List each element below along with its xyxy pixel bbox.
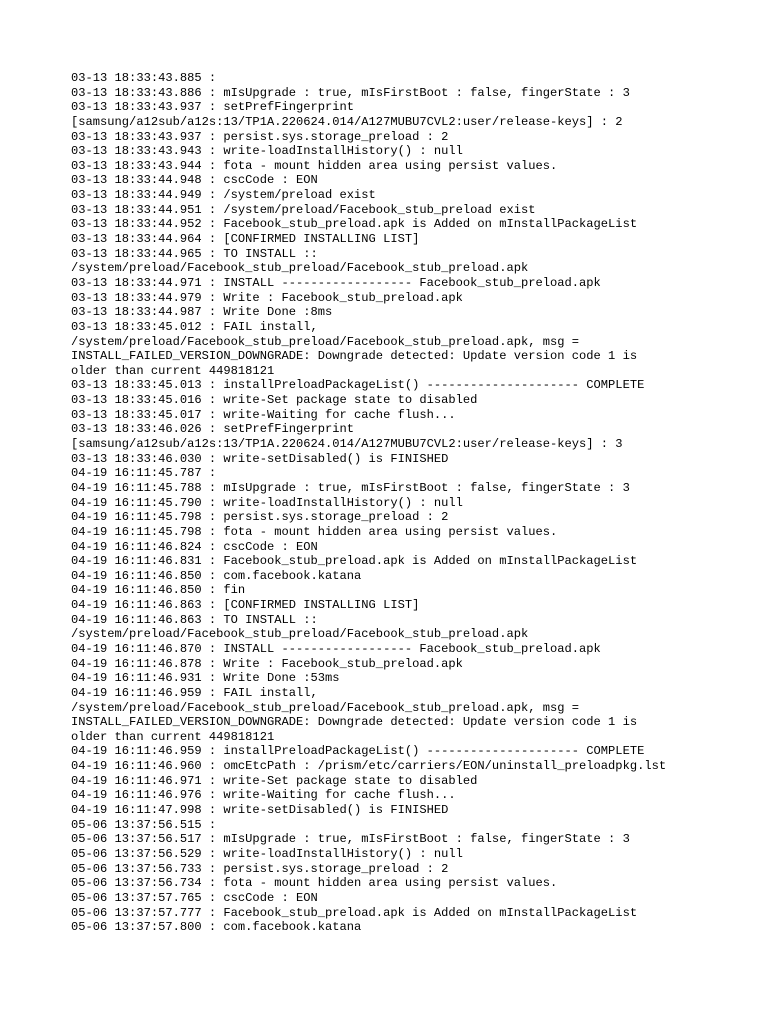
log-line: 03-13 18:33:45.017 : write-Waiting for cache flush...: [71, 407, 456, 422]
log-line: 03-13 18:33:45.012 : FAIL install,: [71, 319, 318, 334]
log-line: 05-06 13:37:57.765 : cscCode : EON: [71, 890, 318, 905]
log-line: 04-19 16:11:46.863 : [CONFIRMED INSTALLING LIST]: [71, 598, 420, 613]
log-line: 05-06 13:37:57.777 : Facebook_stub_preload.apk is Added on mInstallPackageList: [71, 905, 638, 920]
log-line: 03-13 18:33:43.886 : mIsUpgrade : true, mIsFirstBoot : false, fingerState : 3: [71, 85, 630, 100]
log-line: 03-13 18:33:43.944 : fota - mount hidden area using persist values.: [71, 158, 558, 173]
log-line: 03-13 18:33:44.979 : Write : Facebook_stub_preload.apk: [71, 290, 463, 305]
log-line: 03-13 18:33:44.949 : /system/preload exist: [71, 188, 376, 203]
log-line: 05-06 13:37:56.515 :: [71, 817, 217, 832]
log-line: 04-19 16:11:45.790 : write-loadInstallHistory() : null: [71, 495, 463, 510]
log-line: 03-13 18:33:43.937 : setPrefFingerprint: [71, 100, 355, 115]
log-line: 03-13 18:33:46.026 : setPrefFingerprint: [71, 422, 355, 437]
log-line: 04-19 16:11:46.824 : cscCode : EON: [71, 539, 318, 554]
log-line: 03-13 18:33:44.965 : TO INSTALL ::: [71, 246, 318, 261]
log-line: INSTALL_FAILED_VERSION_DOWNGRADE: Downgrade detected: Update version code 1 is: [71, 715, 638, 730]
log-line: 04-19 16:11:47.998 : write-setDisabled() is FINISHED: [71, 803, 449, 818]
log-line: 04-19 16:11:46.976 : write-Waiting for cache flush...: [71, 788, 456, 803]
log-line: 04-19 16:11:46.831 : Facebook_stub_preload.apk is Added on mInstallPackageList: [71, 554, 638, 569]
log-line: INSTALL_FAILED_VERSION_DOWNGRADE: Downgrade detected: Update version code 1 is: [71, 349, 638, 364]
log-line: older than current 449818121: [71, 363, 275, 378]
log-line: [samsung/a12sub/a12s:13/TP1A.220624.014/A127MUBU7CVL2:user/release-keys] : 3: [71, 437, 623, 452]
log-line: 04-19 16:11:46.960 : omcEtcPath : /prism/etc/carriers/EON/uninstall_preloadpkg.lst: [71, 759, 667, 774]
log-line: 05-06 13:37:56.529 : write-loadInstallHistory() : null: [71, 846, 463, 861]
log-line: 04-19 16:11:46.959 : FAIL install,: [71, 685, 318, 700]
log-line: 03-13 18:33:45.013 : installPreloadPackageList() --------------------- COMPLETE: [71, 378, 645, 393]
log-document: [71, 71, 761, 935]
log-line: /system/preload/Facebook_stub_preload/Facebook_stub_preload.apk, msg =: [71, 334, 580, 349]
log-line: [samsung/a12sub/a12s:13/TP1A.220624.014/A127MUBU7CVL2:user/release-keys] : 2: [71, 114, 623, 129]
log-line: 03-13 18:33:44.971 : INSTALL ------------------ Facebook_stub_preload.apk: [71, 275, 601, 290]
log-line: 04-19 16:11:46.850 : fin: [71, 583, 246, 598]
log-line: 03-13 18:33:44.964 : [CONFIRMED INSTALLING LIST]: [71, 232, 420, 247]
log-line: 03-13 18:33:44.987 : Write Done :8ms: [71, 305, 333, 320]
log-line: 05-06 13:37:57.800 : com.facebook.katana: [71, 920, 362, 935]
log-line: /system/preload/Facebook_stub_preload/Facebook_stub_preload.apk: [71, 261, 529, 276]
log-line: 04-19 16:11:46.971 : write-Set package state to disabled: [71, 773, 478, 788]
log-line: 04-19 16:11:46.959 : installPreloadPackageList() --------------------- COMPLETE: [71, 744, 645, 759]
log-line: 03-13 18:33:43.885 :: [71, 71, 217, 85]
log-line: 05-06 13:37:56.733 : persist.sys.storage_preload : 2: [71, 861, 449, 876]
log-line: 04-19 16:11:46.870 : INSTALL ------------------ Facebook_stub_preload.apk: [71, 641, 601, 656]
log-line: 03-13 18:33:46.030 : write-setDisabled() is FINISHED: [71, 451, 449, 466]
log-line: 04-19 16:11:45.787 :: [71, 466, 217, 481]
log-line: /system/preload/Facebook_stub_preload/Facebook_stub_preload.apk, msg =: [71, 700, 580, 715]
log-line: 04-19 16:11:45.788 : mIsUpgrade : true, mIsFirstBoot : false, fingerState : 3: [71, 480, 630, 495]
log-line: 04-19 16:11:45.798 : fota - mount hidden area using persist values.: [71, 524, 558, 539]
log-line: older than current 449818121: [71, 729, 275, 744]
log-line: 03-13 18:33:44.951 : /system/preload/Facebook_stub_preload exist: [71, 202, 536, 217]
log-line: 05-06 13:37:56.517 : mIsUpgrade : true, mIsFirstBoot : false, fingerState : 3: [71, 832, 630, 847]
log-line: 04-19 16:11:46.878 : Write : Facebook_stub_preload.apk: [71, 656, 463, 671]
log-line: /system/preload/Facebook_stub_preload/Facebook_stub_preload.apk: [71, 627, 529, 642]
log-line: 05-06 13:37:56.734 : fota - mount hidden area using persist values.: [71, 876, 558, 891]
log-line: 03-13 18:33:45.016 : write-Set package state to disabled: [71, 393, 478, 408]
log-line: 04-19 16:11:46.863 : TO INSTALL ::: [71, 612, 318, 627]
log-line: 03-13 18:33:43.937 : persist.sys.storage_preload : 2: [71, 129, 449, 144]
log-line: 03-13 18:33:44.948 : cscCode : EON: [71, 173, 318, 188]
log-line: 04-19 16:11:46.850 : com.facebook.katana: [71, 568, 362, 583]
log-line: 03-13 18:33:43.943 : write-loadInstallHistory() : null: [71, 144, 463, 159]
log-line: 04-19 16:11:45.798 : persist.sys.storage_preload : 2: [71, 510, 449, 525]
log-line: 03-13 18:33:44.952 : Facebook_stub_preload.apk is Added on mInstallPackageList: [71, 217, 638, 232]
log-line: 04-19 16:11:46.931 : Write Done :53ms: [71, 671, 340, 686]
